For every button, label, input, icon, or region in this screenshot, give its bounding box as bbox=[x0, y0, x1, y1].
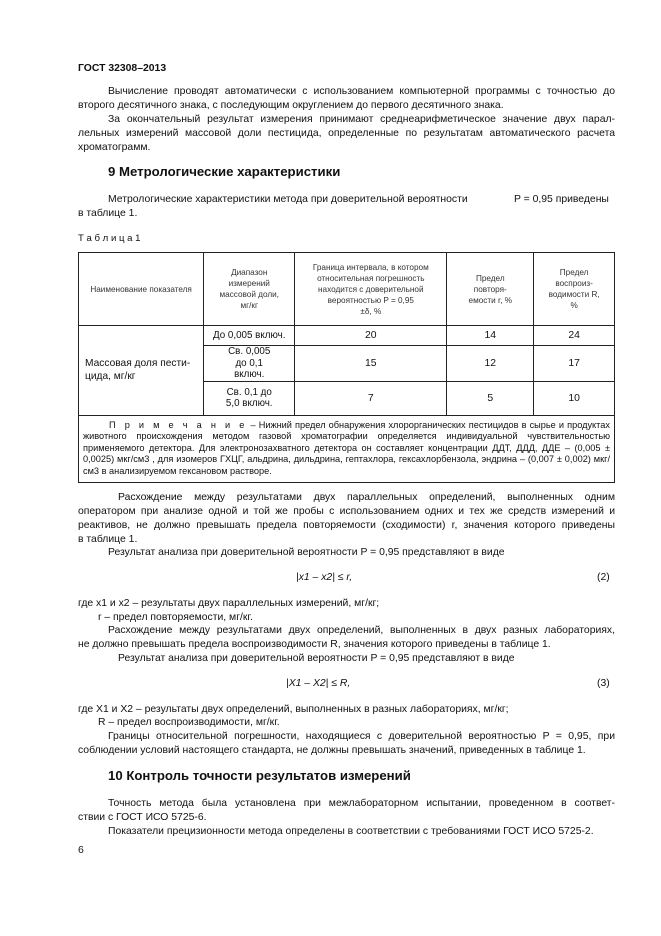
R-cell: 24 bbox=[534, 326, 615, 346]
R-cell: 17 bbox=[534, 346, 615, 382]
metrology-table bbox=[78, 252, 615, 483]
r-cell: 14 bbox=[447, 326, 534, 346]
p4: Результат анализа при доверительной вероятности P = 0,95 представляют в виде bbox=[108, 547, 505, 558]
equation-2: |x1 – x2| ≤ r, bbox=[296, 572, 353, 583]
table-header-range: Диапазон измерений массовой доли, мг/кг bbox=[204, 253, 295, 326]
table-header-name: Наименование показателя bbox=[79, 253, 204, 326]
intro-p1-line1: Вычисление проводят автоматически с использованием компьютерной программы с точностью до bbox=[108, 86, 615, 97]
where1-line1: где x1 и x2 – результаты двух параллельных измерений, мг/кг; bbox=[78, 598, 380, 609]
table-note-row bbox=[79, 415, 615, 483]
table-note bbox=[79, 415, 615, 483]
delta-cell: 7 bbox=[295, 381, 447, 415]
section-9-line2: в таблице 1. bbox=[78, 208, 138, 219]
row-label: Массовая доля пести-цида, мг/кг bbox=[79, 326, 204, 416]
p7-line1: Границы относительной погрешности, находящиеся с доверительной вероятностью P = 0,95, при bbox=[108, 731, 615, 742]
note-label: П р и м е ч а н и е bbox=[109, 419, 248, 430]
section-10-p1-line1: Точность метода была установлена при межлабораторном испытании, проведенном в соответ- bbox=[108, 798, 615, 809]
p7-line2: соблюдении условий настоящего стандарта, не должны превышать значений, приведенных в таблице 1. bbox=[78, 745, 586, 756]
p5-line2: не должно превышать предела воспроизводимости R, значения которого приведены в таблице 1. bbox=[78, 639, 551, 650]
page-number: 6 bbox=[78, 845, 84, 856]
intro-p2-line1: За окончательный результат измерения принимают среднеарифметическое значение двух парал- bbox=[108, 114, 615, 125]
table-caption: Т а б л и ц а 1 bbox=[78, 233, 141, 244]
equation-2-number: (2) bbox=[597, 572, 610, 583]
table-row bbox=[79, 326, 615, 346]
intro-p2-line2: лельных измерений массовой доли пестицида, определенные по результатам автоматического расчета bbox=[78, 128, 615, 139]
where2-line2: R – предел воспроизводимости, мг/кг. bbox=[98, 717, 280, 728]
document-header: ГОСТ 32308–2013 bbox=[78, 63, 167, 74]
p6: Результат анализа при доверительной вероятности P = 0,95 представляют в виде bbox=[118, 653, 515, 664]
p3-line4: в таблице 1. bbox=[78, 534, 138, 545]
intro-p2-line3: хроматограмм. bbox=[78, 142, 151, 153]
p5-line1: Расхождение между результатами двух определений, выполненных в двух разных лабораториях, bbox=[108, 625, 615, 636]
table-header-error: Граница интервала, в котором относительная погрешность находится с доверительной вероятностью P = 0,95 ±δ, % bbox=[295, 253, 447, 326]
table-header-reproducibility: Предел воспроиз-водимости R, % bbox=[534, 253, 615, 326]
section-9-title: 9 Метрологические характеристики bbox=[108, 164, 341, 179]
p3-line1: Расхождение между результатами двух параллельных определений, выполненных одним bbox=[118, 492, 615, 503]
table-header-repeatability: Предел повторя-емости r, % bbox=[447, 253, 534, 326]
where2-line1: где X1 и X2 – результаты двух определений, выполненных в разных лабораториях, мг/кг; bbox=[78, 704, 509, 715]
where1-line2: r – предел повторяемости, мг/кг. bbox=[98, 612, 253, 623]
delta-cell: 15 bbox=[295, 346, 447, 382]
equation-3: |X1 – X2| ≤ R, bbox=[286, 678, 351, 689]
r-cell: 5 bbox=[447, 381, 534, 415]
delta-cell: 20 bbox=[295, 326, 447, 346]
section-10-title: 10 Контроль точности результатов измерений bbox=[108, 768, 411, 783]
section-9-line1-right: P = 0,95 приведены bbox=[514, 194, 609, 205]
range-cell: Св. 0,005 до 0,1 включ. bbox=[204, 346, 295, 382]
R-cell: 10 bbox=[534, 381, 615, 415]
range-cell: Св. 0,1 до 5,0 включ. bbox=[204, 381, 295, 415]
note-text: – Нижний предел обнаружения хлорорганических пестицидов в сырье и продуктах животного происхождения методом газовой хроматографии определяется индивидуальной чувствительностью применяемого детектора. Для электронозахватного детектора он составляет концентрации ДДТ, ДДД, ДДЕ – (0,005 ± 0,0025) мкг/см3 , для изомеров ГХЦГ, альдрина, дильдрина, гептахлора, гексахлорбензола, эндрина – (0,007 ± 0,002) мкг/см3 в анализируемом гексановом растворе. bbox=[83, 419, 610, 476]
range-cell: До 0,005 включ. bbox=[204, 326, 295, 346]
p3-line3: реактивов, не должно превышать предела повторяемости (сходимости) r, значения которого приведены bbox=[78, 520, 615, 531]
r-cell: 12 bbox=[447, 346, 534, 382]
intro-p1-line2: второго десятичного знака, с последующим округлением до первого десятичного знака. bbox=[78, 100, 504, 111]
p3-line2: оператором при анализе одной и той же пробы с использованием одних и тех же средств измерений и bbox=[78, 506, 615, 517]
section-10-p1-line2: ствии с ГОСТ ИСО 5725-6. bbox=[78, 812, 207, 823]
equation-3-number: (3) bbox=[597, 678, 610, 689]
section-10-p2: Показатели прецизионности метода определены в соответствии с требованиями ГОСТ ИСО 5725-2. bbox=[108, 826, 594, 837]
section-9-line1-left: Метрологические характеристики метода при доверительной вероятности bbox=[108, 194, 468, 205]
